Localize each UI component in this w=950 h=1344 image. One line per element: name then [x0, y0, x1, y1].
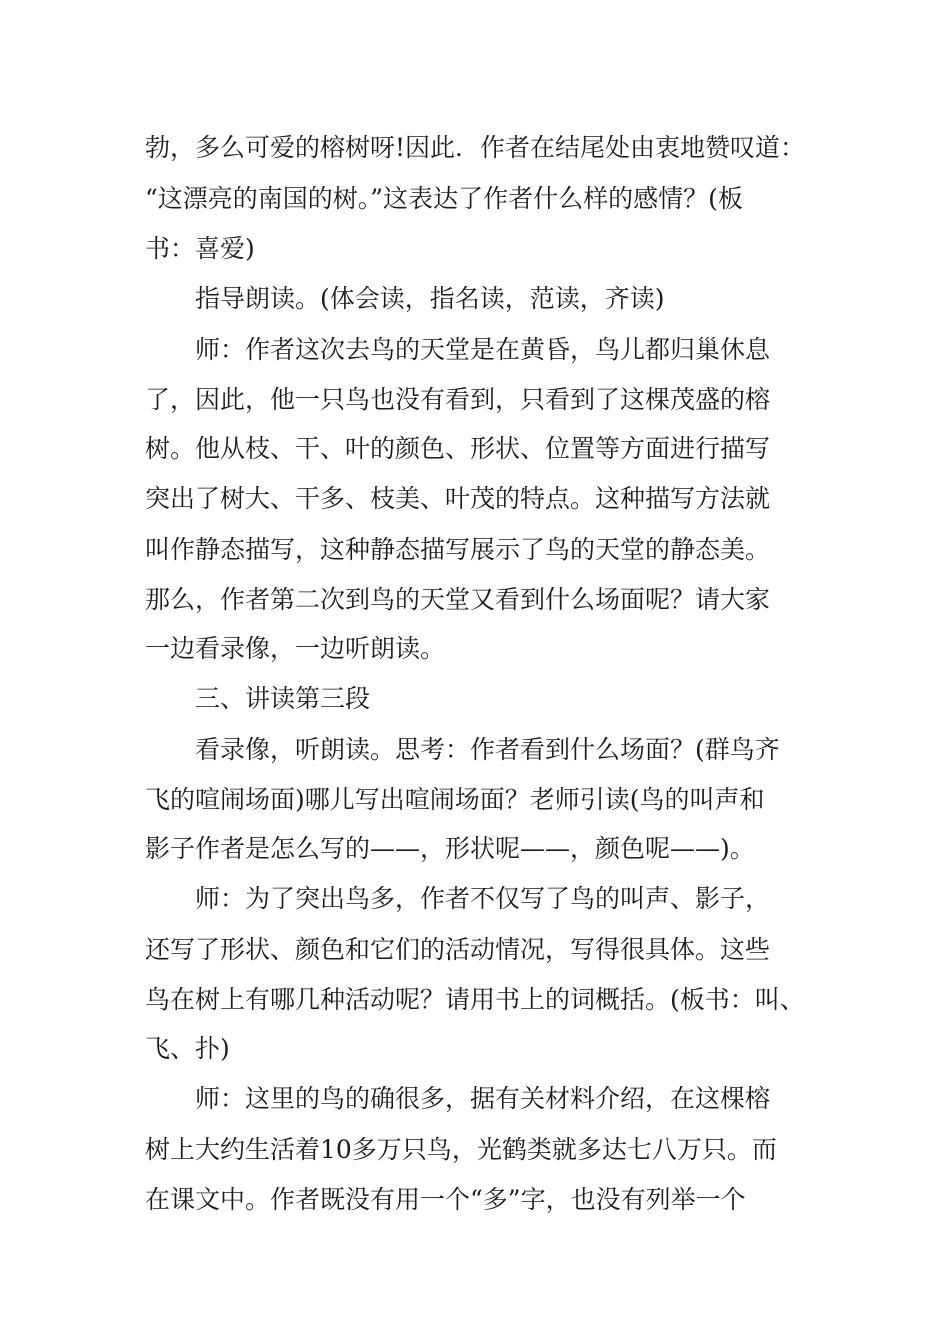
text-line: 飞、扑)	[145, 1034, 230, 1063]
text-line: 叫作静态描写，这种静态描写展示了鸟的天堂的静态美。	[145, 535, 771, 564]
text-line: “这漂亮的南国的树。”这表达了作者什么样的感情？(板	[145, 184, 743, 213]
text-line: 勃，多么可爱的榕树呀!因此．作者在结尾处由衷地赞叹道：	[145, 133, 806, 162]
text-line: 那么，作者第二次到鸟的天堂又看到什么场面呢？请大家	[145, 585, 771, 614]
paragraph-start: 看录像，听朗读。思考：作者看到什么场面？(群鸟齐	[195, 735, 780, 764]
text-line: 突出了树大、干多、枝美、叶茂的特点。这种描写方法就	[145, 484, 771, 513]
section-heading: 三、讲读第三段	[195, 684, 371, 713]
text-line: 影子作者是怎么写的——，形状呢——，颜色呢——)。	[145, 834, 755, 863]
text-line: 了，因此，他一只鸟也没有看到，只看到了这棵茂盛的榕	[145, 385, 771, 414]
text-line: 飞的喧闹场面)哪儿写出喧闹场面？老师引读(鸟的叫声和	[145, 785, 765, 814]
paragraph-start: 师：这里的鸟的确很多，据有关材料介绍，在这棵榕	[195, 1084, 771, 1113]
text-line: 树上大约生活着10多万只鸟，光鹤类就多达七八万只。而	[145, 1135, 777, 1164]
text-line: 鸟在树上有哪几种活动呢？请用书上的词概括。(板书：叫、	[145, 985, 805, 1014]
paragraph-start: 师：作者这次去鸟的天堂是在黄昏，鸟儿都归巢休息	[195, 335, 771, 364]
text-line: 还写了形状、颜色和它们的活动情况，写得很具体。这些	[145, 935, 771, 964]
text-line: 树。他从枝、干、叶的颜色、形状、位置等方面进行描写	[145, 434, 771, 463]
text-line: 书：喜爱)	[145, 234, 255, 263]
paragraph-start: 指导朗读。(体会读，指名读，范读，齐读)	[195, 284, 665, 313]
text-line: 一边看录像，一边听朗读。	[145, 634, 446, 663]
paragraph-start: 师：为了突出鸟多，作者不仅写了鸟的叫声、影子，	[195, 884, 771, 913]
text-line: 在课文中。作者既没有用一个“多”字，也没有列举一个	[145, 1185, 746, 1214]
